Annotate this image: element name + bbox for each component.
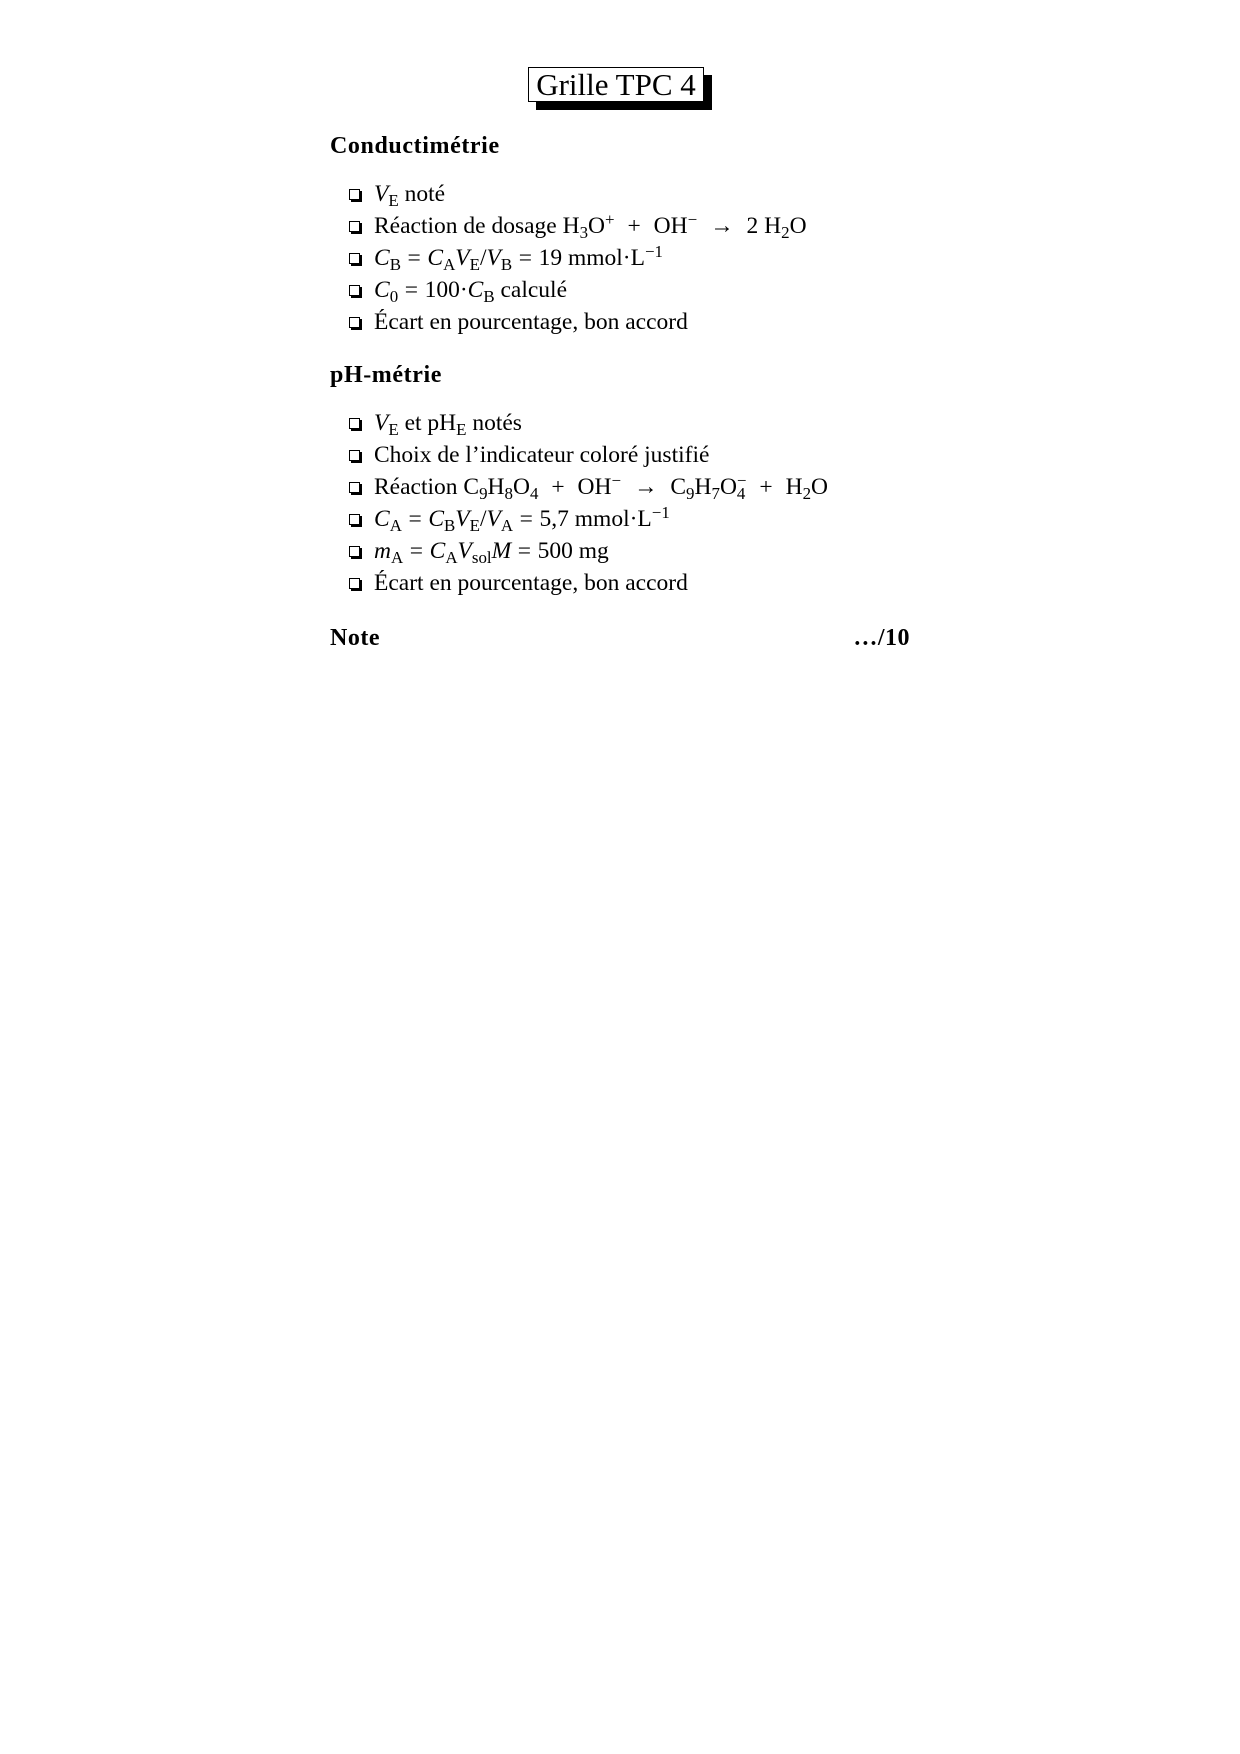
subscript: A	[389, 516, 402, 536]
superscript: −1	[644, 241, 663, 261]
operator: →	[710, 213, 734, 239]
checkbox-icon	[349, 285, 360, 296]
text-run: H	[487, 474, 505, 500]
operator: +	[551, 474, 565, 500]
math-variable: m	[374, 538, 391, 564]
text-run: Écart en pourcentage, bon accord	[374, 570, 688, 596]
checkbox-icon	[349, 418, 360, 429]
checklist-item	[330, 274, 910, 306]
math-variable: C	[374, 506, 390, 532]
subscript: E	[456, 420, 467, 440]
subscript: E	[388, 420, 399, 440]
text-run: Choix de l’indicateur coloré justifié	[374, 442, 710, 468]
subscript: A	[445, 548, 458, 568]
superscript: +	[605, 209, 615, 229]
subscript: 8	[504, 484, 513, 504]
subscript: E	[388, 191, 399, 211]
text-run: Écart en pourcentage, bon accord	[374, 309, 688, 335]
checklist-item	[330, 503, 910, 535]
checkbox-icon	[349, 450, 360, 461]
operator: +	[627, 213, 641, 239]
subscript: B	[444, 516, 456, 536]
subscript: B	[500, 255, 513, 275]
checklist-item	[330, 567, 910, 599]
text-run: 500 mg	[537, 538, 609, 564]
checkbox-icon	[349, 546, 360, 557]
subscript: 4	[529, 484, 539, 504]
text-run: 100·	[424, 277, 468, 303]
checkbox-icon	[349, 221, 360, 232]
math-variable: V	[455, 506, 470, 532]
relation-sign: =	[408, 506, 422, 532]
math-variable: V	[457, 538, 472, 564]
math-variable: V	[455, 245, 470, 271]
math-variable: C	[429, 538, 446, 564]
subscript: 9	[479, 484, 488, 504]
checkbox-icon	[349, 578, 360, 589]
text-run: O	[789, 213, 807, 239]
subscript: B	[483, 287, 495, 307]
checklist-ph-metrie	[330, 407, 910, 599]
text-run: 5,7 mmol·L	[539, 506, 652, 532]
text-run: O	[512, 474, 530, 500]
checklist-conductimetrie	[330, 178, 910, 338]
superscript: −	[611, 470, 622, 490]
text-run: /	[479, 506, 487, 532]
checkbox-icon	[349, 253, 360, 264]
math-variable: M	[491, 538, 512, 564]
text-run: 2 H	[746, 213, 782, 239]
subscript: 2	[781, 223, 790, 243]
relation-sign: =	[517, 538, 532, 564]
text-run: Réaction de dosage H	[374, 213, 580, 239]
superscript: −1	[651, 502, 670, 522]
text-run: H	[785, 474, 803, 500]
math-variable: C	[467, 277, 484, 303]
grade-score: …/10	[853, 625, 910, 651]
subscript: 0	[389, 287, 399, 307]
math-variable: C	[427, 245, 444, 271]
subscript: A	[390, 548, 404, 568]
checkbox-icon	[349, 189, 360, 200]
subscript: sol	[471, 548, 492, 568]
text-run: /	[479, 245, 487, 271]
checkbox-icon	[349, 514, 360, 525]
subscript: A	[500, 516, 514, 536]
math-variable: V	[486, 245, 501, 271]
section-heading-conductimetrie: Conductimétrie	[330, 133, 500, 159]
subscript: A	[443, 255, 456, 275]
checklist-item	[330, 471, 910, 503]
relation-sign: =	[409, 538, 424, 564]
checklist-item	[330, 439, 910, 471]
operator: →	[633, 474, 658, 500]
checkbox-icon	[349, 482, 360, 493]
section-heading-ph-metrie: pH-métrie	[330, 362, 443, 388]
math-variable: V	[374, 181, 389, 207]
operator: +	[759, 474, 773, 500]
math-variable: V	[374, 410, 389, 436]
text-run: et pH	[398, 410, 457, 436]
superscript: −	[736, 470, 747, 490]
title-frame	[528, 67, 704, 102]
text-run: calculé	[494, 277, 568, 303]
relation-sign: =	[519, 506, 533, 532]
text-run: O	[719, 474, 737, 500]
text-run: O	[811, 474, 828, 500]
text-run: OH	[577, 474, 612, 500]
relation-sign: =	[407, 245, 421, 271]
text-run: notés	[466, 410, 522, 436]
text-run: OH	[653, 213, 688, 239]
math-variable: C	[374, 277, 390, 303]
checklist-item	[330, 242, 910, 274]
text-run: 19 mmol·L	[538, 245, 645, 271]
grade-label: Note	[330, 625, 380, 651]
text-run: noté	[398, 181, 446, 207]
subscript: B	[389, 255, 401, 275]
math-variable: C	[428, 506, 445, 532]
subscript: E	[469, 255, 480, 275]
subscript: E	[469, 516, 480, 536]
math-variable: V	[486, 506, 501, 532]
checklist-item	[330, 178, 910, 210]
grade-row	[330, 622, 910, 654]
checkbox-icon	[349, 317, 360, 328]
text-run: O	[588, 213, 605, 239]
checklist-item	[330, 210, 910, 242]
page-title: Grille TPC 4	[536, 67, 696, 102]
text-run: H	[694, 474, 712, 500]
relation-sign: =	[518, 245, 532, 271]
checklist-item	[330, 535, 910, 567]
checklist-item	[330, 407, 910, 439]
checklist-item	[330, 306, 910, 338]
subscript: 2	[802, 484, 812, 504]
text-run: Réaction C	[374, 474, 480, 500]
subscript: 7	[711, 484, 720, 504]
subscript: 9	[686, 484, 695, 504]
text-run: C	[670, 474, 687, 500]
subscript: 3	[579, 223, 589, 243]
subscript: 4	[736, 484, 746, 504]
superscript: −	[687, 209, 698, 229]
relation-sign: =	[404, 277, 418, 303]
math-variable: C	[374, 245, 390, 271]
